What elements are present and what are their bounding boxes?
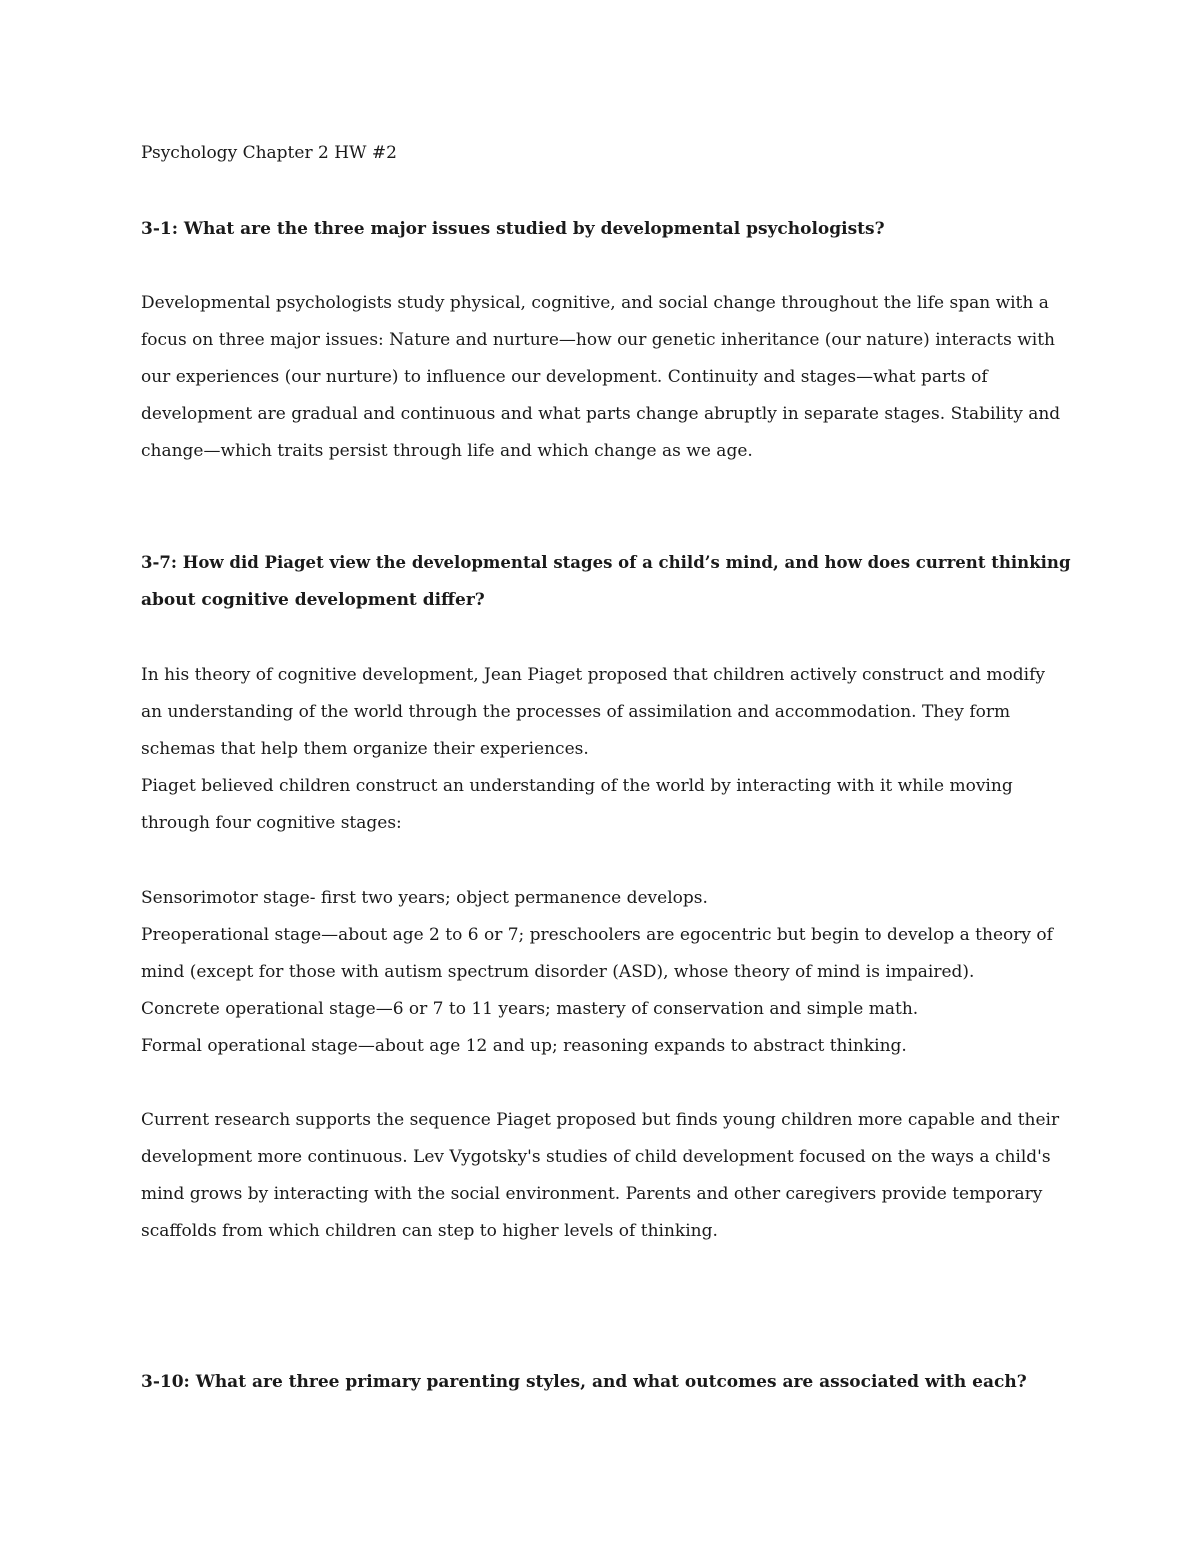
stage-line: Formal operational stage—about age 12 and up; reasoning expands to abstract thinking. — [141, 1036, 907, 1056]
stage-line: mind (except for those with autism spectrum disorder (ASD), whose theory of mind is impaired). — [141, 962, 975, 982]
question-heading-3-10: 3-10: What are three primary parenting styles, and what outcomes are associated with each? — [141, 1372, 1027, 1392]
stage-line: Preoperational stage—about age 2 to 6 or 7; preschoolers are egocentric but begin to develop a theory of — [141, 925, 1053, 945]
answer-line: scaffolds from which children can step to higher levels of thinking. — [141, 1221, 718, 1241]
answer-line: change—which traits persist through life and which change as we age. — [141, 441, 753, 461]
answer-line: In his theory of cognitive development, Jean Piaget proposed that children actively construct and modify — [141, 665, 1045, 685]
answer-line: our experiences (our nurture) to influence our development. Continuity and stages—what parts of — [141, 367, 988, 387]
question-heading-3-1: 3-1: What are the three major issues studied by developmental psychologists? — [141, 219, 885, 239]
answer-line: Developmental psychologists study physical, cognitive, and social change throughout the life span with a — [141, 293, 1049, 313]
answer-line: through four cognitive stages: — [141, 813, 402, 833]
stage-line: Concrete operational stage—6 or 7 to 11 years; mastery of conservation and simple math. — [141, 999, 919, 1019]
answer-line: development more continuous. Lev Vygotsky's studies of child development focused on the ways a child's — [141, 1147, 1051, 1167]
document-title: Psychology Chapter 2 HW #2 — [141, 143, 397, 163]
question-heading-3-7-cont: about cognitive development differ? — [141, 590, 485, 610]
answer-line: an understanding of the world through the processes of assimilation and accommodation. They form — [141, 702, 1011, 722]
stage-line: Sensorimotor stage- first two years; object permanence develops. — [141, 888, 708, 908]
answer-line: mind grows by interacting with the social environment. Parents and other caregivers provide temporary — [141, 1184, 1043, 1204]
answer-line: development are gradual and continuous and what parts change abruptly in separate stages. Stability and — [141, 404, 1061, 424]
answer-line: Piaget believed children construct an understanding of the world by interacting with it while moving — [141, 776, 1013, 796]
answer-line: focus on three major issues: Nature and nurture—how our genetic inheritance (our nature) interacts with — [141, 330, 1056, 350]
answer-line: schemas that help them organize their experiences. — [141, 739, 589, 759]
question-heading-3-7: 3-7: How did Piaget view the developmental stages of a child’s mind, and how does current thinking — [141, 553, 1071, 573]
answer-line: Current research supports the sequence Piaget proposed but finds young children more capable and their — [141, 1110, 1060, 1130]
